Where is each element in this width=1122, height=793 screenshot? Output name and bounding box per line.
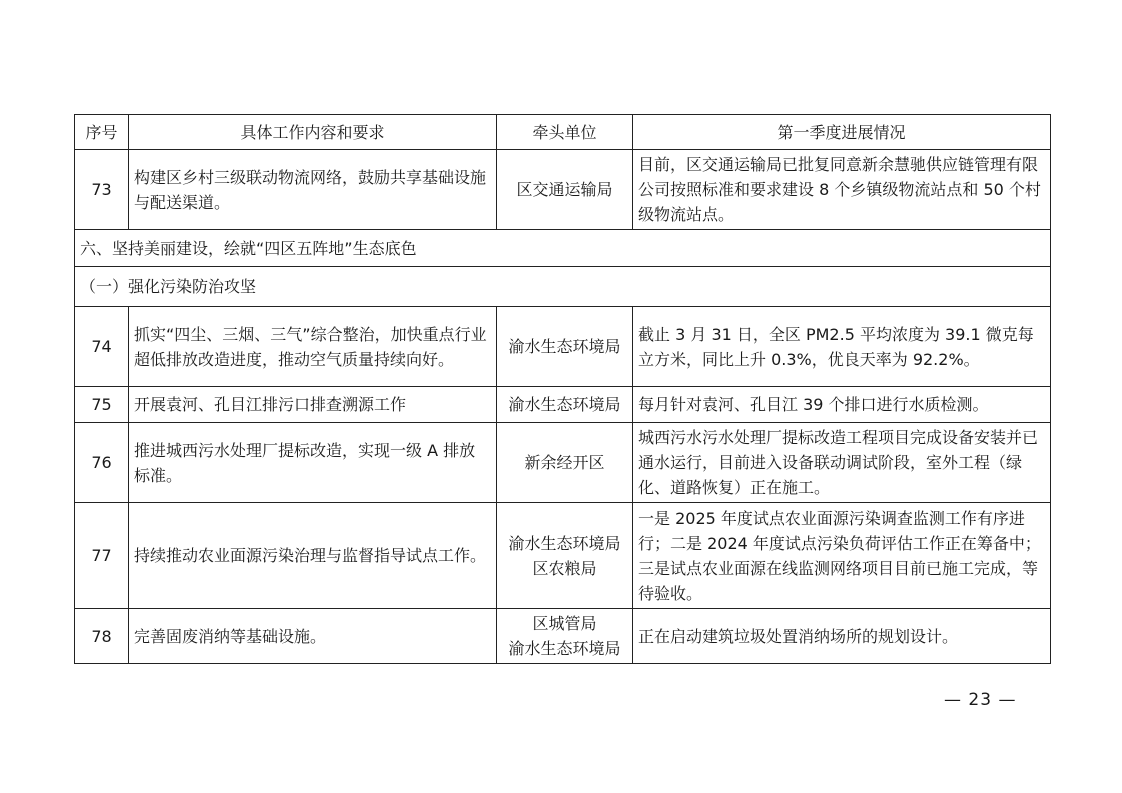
lead-unit-2: 渝水生态环境局 <box>508 639 621 658</box>
header-progress: 第一季度进展情况 <box>633 115 1051 150</box>
table-row <box>75 609 1051 664</box>
table-row <box>75 387 1051 423</box>
page-number: — 23 — <box>944 690 1017 710</box>
section-row <box>75 230 1051 267</box>
row-content: 抓实“四尘、三烟、三气”综合整治，加快重点行业超低排放改造进度，推动空气质量持续向好。 <box>129 307 497 387</box>
row-content: 推进城西污水处理厂提标改造，实现一级 A 排放标准。 <box>129 423 497 503</box>
row-lead: 新余经开区 <box>497 423 633 503</box>
lead-unit-1: 区城管局 <box>532 614 597 633</box>
table-row <box>75 150 1051 230</box>
row-no: 75 <box>75 387 129 423</box>
row-no: 77 <box>75 503 129 609</box>
header-lead: 牵头单位 <box>497 115 633 150</box>
row-progress: 正在启动建筑垃圾处置消纳场所的规划设计。 <box>633 609 1051 664</box>
header-no: 序号 <box>75 115 129 150</box>
table-row <box>75 503 1051 609</box>
row-lead: 区交通运输局 <box>497 150 633 230</box>
row-progress: 城西污水污水处理厂提标改造工程项目完成设备安装并已通水运行，目前进入设备联动调试阶段，室外工程（绿化、道路恢复）正在施工。 <box>633 423 1051 503</box>
row-lead <box>497 609 633 664</box>
lead-unit-2: 区农粮局 <box>532 558 597 578</box>
row-progress: 目前，区交通运输局已批复同意新余慧驰供应链管理有限公司按照标准和要求建设 8 个乡镇级物流站点和 50 个村级物流站点。 <box>633 150 1051 230</box>
row-no: 73 <box>75 150 129 230</box>
row-no: 76 <box>75 423 129 503</box>
row-progress: 截止 3 月 31 日，全区 PM2.5 平均浓度为 39.1 微克每立方米，同比上升 0.3%，优良天率为 92.2%。 <box>633 307 1051 387</box>
row-content: 完善固废消纳等基础设施。 <box>129 609 497 664</box>
header-content: 具体工作内容和要求 <box>129 115 497 150</box>
section-title: 六、坚持美丽建设，绘就“四区五阵地”生态底色 <box>75 230 1051 267</box>
work-progress-table <box>74 114 1051 664</box>
row-content: 构建区乡村三级联动物流网络，鼓励共享基础设施与配送渠道。 <box>129 150 497 230</box>
row-progress: 一是 2025 年度试点农业面源污染调查监测工作有序进行；二是 2024 年度试点污染负荷评估工作正在筹备中；三是试点农业面源在线监测网络项目目前已施工完成，等待验收。 <box>633 503 1051 609</box>
row-lead <box>497 503 633 609</box>
table-row <box>75 423 1051 503</box>
table-header-row <box>75 115 1051 150</box>
row-lead: 渝水生态环境局 <box>497 307 633 387</box>
row-progress: 每月针对袁河、孔目江 39 个排口进行水质检测。 <box>633 387 1051 423</box>
row-content: 开展袁河、孔目江排污口排查溯源工作 <box>129 387 497 423</box>
row-no: 78 <box>75 609 129 664</box>
subsection-row <box>75 267 1051 307</box>
row-content: 持续推动农业面源污染治理与监督指导试点工作。 <box>129 503 497 609</box>
subsection-title: （一）强化污染防治攻坚 <box>75 267 1051 307</box>
row-lead: 渝水生态环境局 <box>497 387 633 423</box>
lead-unit-1: 渝水生态环境局 <box>508 533 621 553</box>
table-row <box>75 307 1051 387</box>
row-no: 74 <box>75 307 129 387</box>
